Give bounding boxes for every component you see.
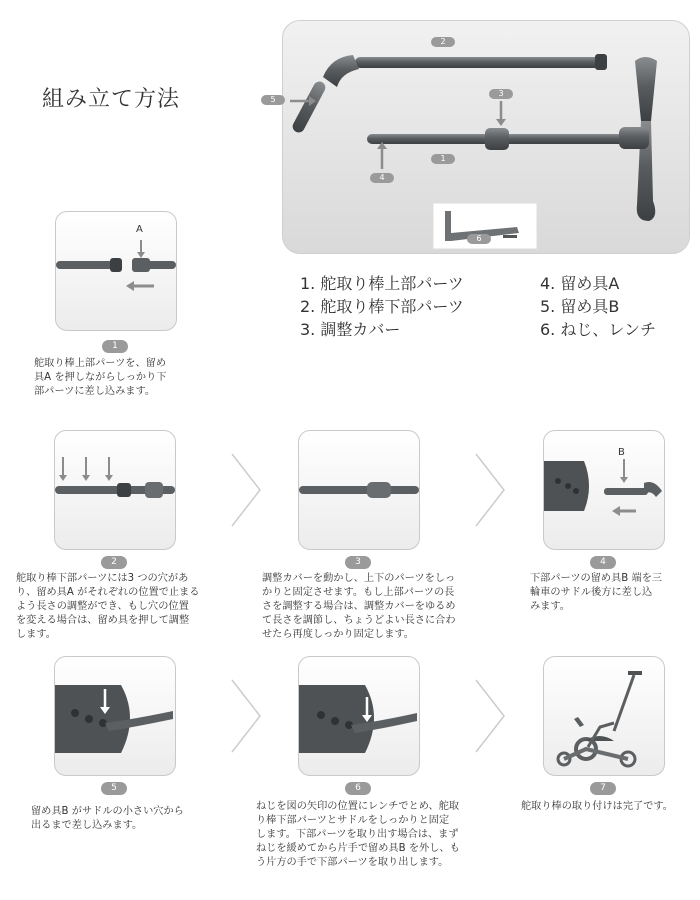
step-5-illustration [54,656,176,776]
next-step-chevron [226,450,266,530]
step-badge-5: 5 [101,782,127,795]
step-3-illustration [298,430,420,550]
parts-list-item: 2. 舵取り棒下部パーツ [300,297,464,316]
parts-list-item: 1. 舵取り棒上部パーツ [300,274,464,293]
step-7-illustration [543,656,665,776]
t-joint [619,127,649,149]
step-1-caption: 舵取り棒上部パーツを、留め 具A を押しながらしっかり下 部パーツに差し込みます。 [34,358,167,397]
next-step-chevron [470,676,510,756]
step-7-caption: 舵取り棒の取り付けは完了です。 [521,801,673,812]
parts-list-item: 6. ねじ、レンチ [540,320,656,339]
part-badge-5: 5 [261,95,285,105]
step-badge-6: 6 [345,782,371,795]
fastener-label-b: B [618,447,625,458]
upper-handle-bar [355,57,605,68]
parts-illustration [283,21,689,253]
step-6-illustration [298,656,420,776]
step-4-caption: 下部パーツの留め具B 端を三 輪車のサドル後方に差し込 みます。 [530,573,663,612]
part-badge-6: 6 [467,234,491,244]
step-badge-3: 3 [345,556,371,569]
step-badge-2: 2 [101,556,127,569]
step-6-caption: ねじを図の矢印の位置にレンチでとめ、舵取 り棒下部パーツとサドルをしっかりと固定 します。下部パーツを取り出す場合は、まず ねじを緩めてから片手で留め具B を外し、も う片方の手で下部パーツを取り出します。 [256,801,460,868]
step-2-illustration [54,430,176,550]
next-step-chevron [226,676,266,756]
step-badge-1: 1 [102,340,128,353]
step-1-illustration [55,211,177,331]
step-3-caption: 調整カバーを動かし、上下のパーツをしっ かりと固定させます。もし上部パーツの長 さを調整する場合は、調整カバーをゆるめ て長さを調節し、ちょうどよい長さに合わ せたら再度しっかり固定します。 [262,573,456,640]
part-badge-3: 3 [489,89,513,99]
step-badge-7: 7 [590,782,616,795]
step-5-caption: 留め具B がサドルの小さい穴から 出るまで差し込みます。 [31,806,184,831]
parts-list-left [300,272,464,341]
fastener-label-a: A [136,224,143,235]
parts-overview-panel [270,20,690,254]
parts-list-item: 5. 留め具B [540,297,620,316]
step-2-caption: 舵取り棒下部パーツには3 つの穴があ り、留め具A がそれぞれの位置で止まる よう長さの調整ができ、もし穴の位置 を変える場合は、留め具を押して調整 します。 [16,573,200,640]
parts-list-item: 3. 調整カバー [300,320,401,339]
part-badge-1: 1 [431,154,455,164]
part-badge-2: 2 [431,37,455,47]
step-4-illustration [543,430,665,550]
page-title: 組み立て方法 [42,87,181,112]
parts-list-item: 4. 留め具A [540,274,620,293]
tricycle-illustration [544,657,664,775]
step-badge-4: 4 [590,556,616,569]
angled-stub [291,79,328,134]
next-step-chevron [470,450,510,530]
parts-list-right [540,272,656,341]
adjust-cover [485,128,509,150]
bend-joint [323,55,359,87]
part-badge-4: 4 [370,173,394,183]
